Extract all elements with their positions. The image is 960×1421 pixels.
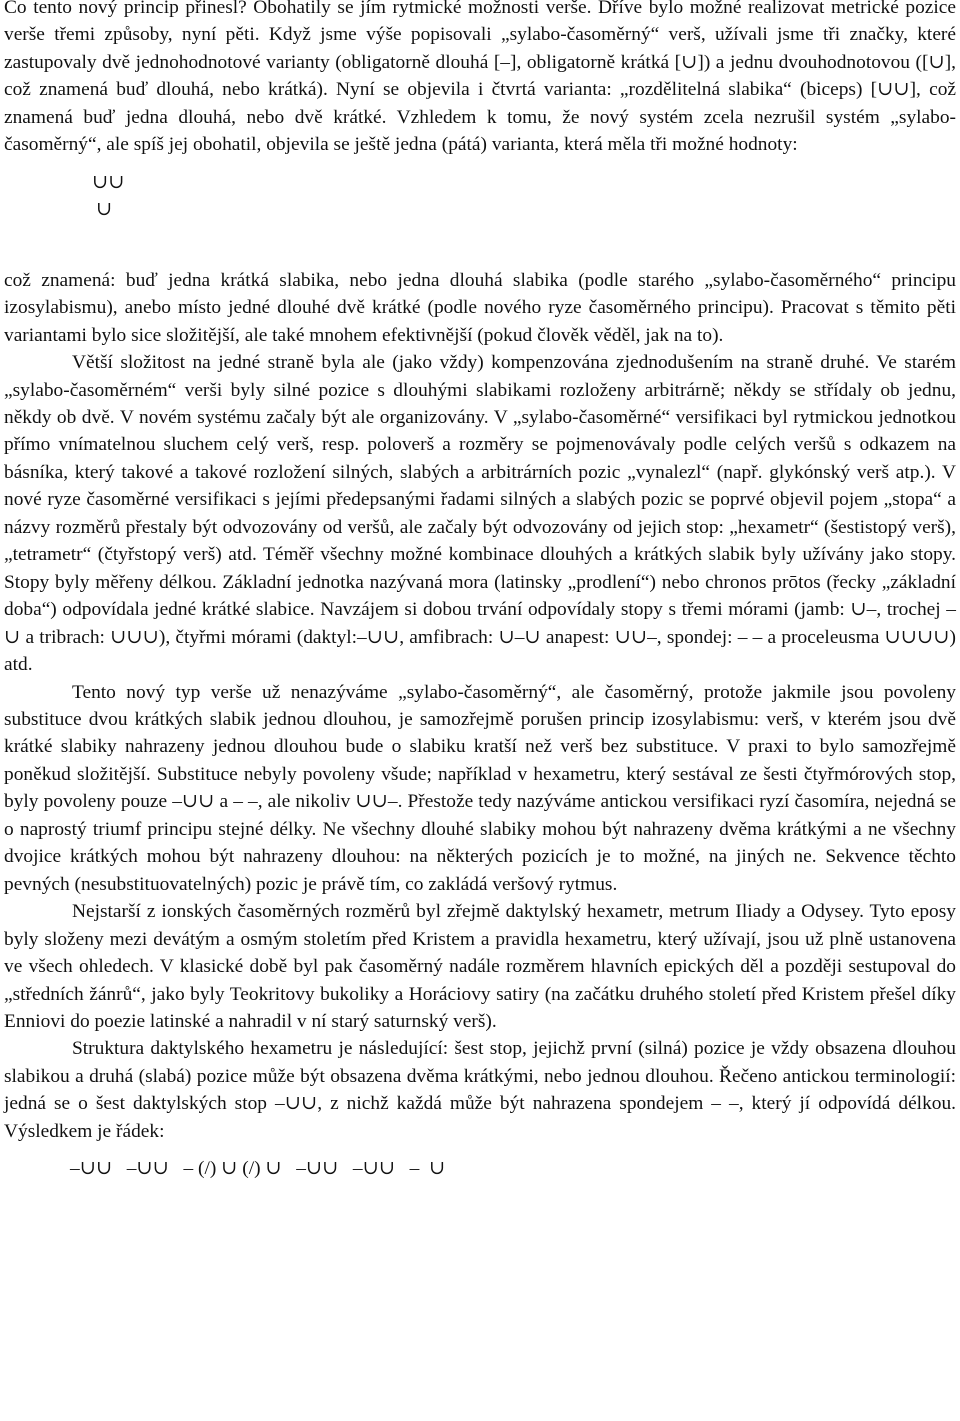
biceps-symbol: ∪∪ [92, 171, 125, 193]
paragraph-hexameter-structure: Struktura daktylského hexametru je následující: šest stop, jejichž první (silná) pozice je vždy obsazena dlouhou slabikou a druhá (slabá) pozice může být obsazena dvěma krátkými, nebo jednou dlouhou. Řečeno antickou terminologií: jedná se o šest daktylských stop –∪∪, z nichž každá může být nahrazena spondejem – –, který jí odpovídá délkou. Výsledkem je řádek: [4, 1038, 956, 1142]
paragraph-complexity: Větší složitost na jedné straně byla ale (jako vždy) kompenzována zjednodušením na straně druhé. Ve starém „sylabo-časoměrném“ verši byly silné pozice s dlouhými slabikami rozloženy arbitrárně; někdy se střídaly ob jednu, někdy ob dvě. V novém systému začaly být ale organizovány. V „sylabo-časoměrné“ versifikaci byl rytmickou jednotkou přímo vnímatelnou sluchem celý verš, resp. poloverš a rozměry se pojmenovávaly podle celých veršů s odkazem na básníka, který takové a takové rozložení silných, slabých a arbitrárních pozic „vynalezl“ (např. glykónský verš atp.). V nové ryze časoměrné versifikaci s jejími předepsanými řadami silných a slabých pozic se poprvé objevil pojem „stopa“ a názvy rozměrů přestaly být odvozovány od veršů, ale začaly být odvozovány od jejich stop: „hexametr“ (šestistopý verš), „tetrametr“ (čtyřstopý verš) atd. Téměř všechny možné kombinace dlouhých a krátkých slabik byly užívány jako stopy. Stopy byly měřeny délkou. Základní jednotka nazývaná mora (latinsky „prodlení“) nebo chronos prōtos (řecky „základní doba“) odpovídala jedné krátké slabice. Navzájem si dobou trvání odpovídaly stopy s třemi mórami (jamb: ∪–, trochej –∪ a tribrach: ∪∪∪), čtyřmi mórami (daktyl:–∪∪, amfibrach: ∪–∪ anapest: ∪∪–, spondej: – – a proceleusma ∪∪∪∪) atd. [4, 352, 956, 676]
paragraph-intro: Co tento nový princip přinesl? Obohatily se jím rytmické možnosti verše. Dříve bylo možné realizovat metrické pozice verše třemi způsoby, nyní pěti. Když jsme výše popisovali „sylabo-časoměrný“ verš, užívali jsme tři značky, které zastupovaly dvě jednohodnotové varianty (obligatorně dlouhá [–], obligatorně krátká [∪]) a jednu dvouhodnotovou ([∪], což znamená buď dlouhá, nebo krátká). Nyní se objevila i čtvrtá varianta: „rozdělitelná slabika“ (biceps) [∪∪], což znamená buď jedna dlouhá, nebo dvě krátké. Vzhledem k tomu, že nový systém zcela nezrušil systém „sylabo-časoměrný“, ale spíš jej obohatil, objevila se ještě jedna (pátá) varianta, která měla tři možné hodnoty: [4, 0, 956, 156]
hexameter-scheme: –∪∪ –∪∪ – (/) ∪ (/) ∪ –∪∪ –∪∪ – ∪ [70, 1158, 446, 1180]
paragraph-hexameter-history: Nejstarší z ionských časoměrných rozměrů byl zřejmě daktylský hexametr, metrum Iliady a Odysey. Tyto eposy byly složeny mezi devátým a osmým stoletím před Kristem a pravidla hexametru, který užívají, jsou už plně ustanovena ve všech ohledech. V klasické době byl pak časoměrný nadále rozměrem hlavních epických děl a později sestupoval do „středních žánrů“, jako byly Teokritovy bukoliky a Horáciovy satiry (na začátku druhého století před Kristem přešel díky Enniovi do poezie latinské a nahradil v ní starý saturnský verš). [4, 901, 956, 1032]
anceps-symbol: ∪ [96, 199, 113, 221]
paragraph-meaning: což znamená: buď jedna krátká slabika, nebo jedna dlouhá slabika (podle starého „sylabo-časoměrného“ principu izosylabismu), anebo místo jedné dlouhé dvě krátké (podle nového ryze časoměrného principu). Pracovat s těmito pěti variantami bylo sice složitější, ale také mnohem efektivnější (pokud člověk věděl, jak na to). [4, 269, 956, 346]
syllable-variant-symbols [4, 169, 956, 253]
paragraph-quantitative: Tento nový typ verše už nenazýváme „sylabo-časoměrný“, ale časoměrný, protože jakmile jsou povoleny substituce dvou krátkých slabik jednou dlouhou, je samozřejmě porušen princip izosylabismu: verš, v kterém jsou dvě krátké slabiky nahrazeny jednou dlouhou bude o slabiku kratší než verš bez substituce. V praxi to bylo samozřejmě poněkud složitější. Substituce nebyly povoleny všude; například v hexametru, který sestával ze šesti čtyřmórových stop, byly povoleny pouze –∪∪ a – –, ale nikoliv ∪∪–. Přestože tedy nazýváme antickou versifikaci ryzí časomíra, nejedná se o naprostý triumf principu stejné délky. Ne všechny dlouhé slabiky mohou být nahrazeny dvěma krátkými a ne všechny dvojice krátkých mohou být nahrazeny dlouhou: na některých pozicích je to možné, na jiných ne. Sekvence těchto pevných (nesubstituovatelných) pozic je právě tím, co zakládá veršový rytmus. [4, 681, 956, 895]
